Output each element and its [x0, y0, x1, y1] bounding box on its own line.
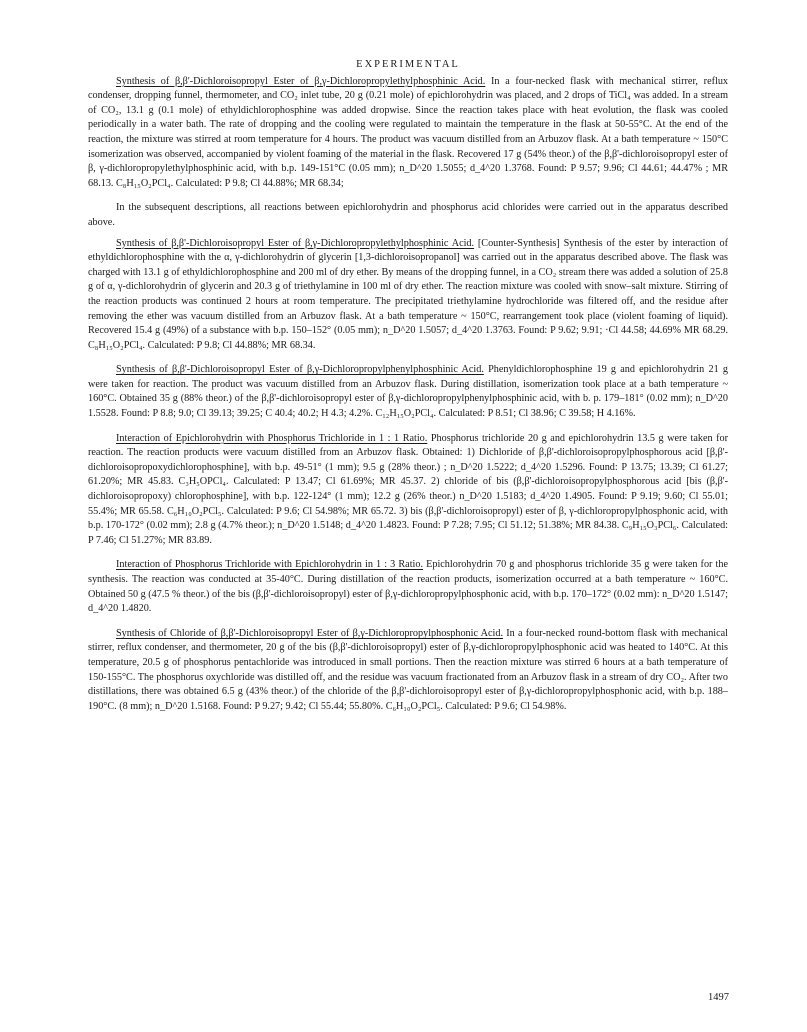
paragraph-6 — [88, 558, 728, 616]
paragraph-4-body: Phenyldichlorophosphine 19 g and epichlorohydrin 21 g were taken for reaction. The product was vacuum distilled from an Arbuzov flask. During distillation, isomerization took place at a bath temperature ~ 160°C. Obtained 35 g (88% theor.) of the β,β'-dichloroisopropyl ester of β,γ-dichloropropylphenylphosphinic acid, with b. p. 179–181° (0.02 mm); n_D^20 1.5528. Found: P 8.8; 9.0; Cl 39.13; 39.25; C 40.4; 40.2; H 4.3; 4.2%. C₁₂H₁₅O₂PCl₄. Calculated: P 8.51; Cl 38.96; C 39.58; H 4.16%. — [88, 364, 728, 420]
paragraph-4-title: Synthesis of β,β'-Dichloroisopropyl Ester of β,γ-Dichloropropylphenylphosphinic Acid. — [116, 364, 484, 376]
paragraph-7-body: In a four-necked round-bottom flask with mechanical stirrer, reflux condenser, and thermometer, 20 g of the bis (β,β'-dichloroisopropyl) ester of β,γ-dichloropropylphosphonic acid was heated to 140°C. At this temperature, 20.5 g of phosphorus pentachloride was introduced in small portions. Then the reaction mixture was stirred 6 hours at a bath temperature of 150-155°C. The phosphorus oxychloride was distilled off, and the residue was vacuum fractionated from an Arbuzov flask in a stream of dry CO₂. After two distillations, there was obtained 6.5 g (43% theor.) of the chloride of the β,β'-dichloroisopropyl ester of β,γ-dichloropropylphosphonic acid, with b.p. 188–190°C. (8 mm); n_D^20 1.5168. Found: P 9.27; 9.42; Cl 55.44; 55.80%. C₆H₁₀O₂PCl₅. Calculated: P 9.6; Cl 54.98%. — [88, 627, 728, 712]
paragraph-2-body: In the subsequent descriptions, all reactions between epichlorohydrin and phosphorus acid chlorides were carried out in the apparatus described above. — [88, 202, 728, 228]
document-page — [88, 58, 728, 724]
paragraph-3 — [88, 237, 728, 354]
paragraph-5-title: Interaction of Epichlorohydrin with Phosphorus Trichloride in 1 : 1 Ratio. — [116, 432, 428, 444]
paragraph-5-body: Phosphorus trichloride 20 g and epichlorohydrin 13.5 g were taken for reaction. The reaction products were vacuum distilled from an Arbuzov flask. Obtained: 1) Dichloride of β,β'-dichloroisopropylphosphorous acid [β,β'-dichloroisopropoxydichlorophosphine], with b.p. 49-51° (1 mm); 9.5 g (28% theor.) ; n_D^20 1.5222; d_4^20 1.5296. Found: P 13.75; 13.39; Cl 61.27; 61.20%; MR 45.83. C₃H₅OPCl₄. Calculated: P 13.47; Cl 61.69%; MR 45.37. 2) chloride of bis (β,β'-dichloroisopropylphosphorous acid [bis (β,β'-dichloroisopropoxy) chlorophosphine], with b.p. 122-124° (1 mm); 12.2 g (26% theor.) n_D^20 1.5183; d_4^20 1.4905. Found: P 9.19; 9.60; Cl 55.01; 55.4%; MR 65.58. C₆H₁₀O₂PCl₅. Calculated: P 9.6; Cl 54.98%; MR 65.72. 3) bis (β,β'-dichloroisopropyl) ester of β, γ-dichloropropylphosphonic acid, with b.p. 170-172° (0.02 mm); 2.8 g (4.7% theor.); n_D^20 1.5148; d_4^20 1.4823. Found: P 7.28; 7.95; Cl 51.12; 51.38%; MR 84.38. C₉H₁₅O₃PCl₆. Calculated: P 7.46; Cl 51.27%; MR 83.89. — [88, 432, 728, 546]
paragraph-6-body: Epichlorohydrin 70 g and phosphorus trichloride 35 g were taken for the synthesis. The reaction was conducted at 35-40°C. During distillation of the reaction products, isomerization occurred at a bath temperature ~ 160°C. Obtained 50 g (47.5 % theor.) of the bis (β,β'-dichloroisopropyl) ester of β,γ-dichloropropylphosphonic acid, with b.p. 170–172° (0.02 mm): n_D^20 1.5147; d_4^20 1.4820. — [88, 559, 728, 615]
paragraph-7-title: Synthesis of Chloride of β,β'-Dichloroisopropyl Ester of β,γ-Dichloropropylphosphonic Acid. — [116, 627, 504, 639]
paragraph-3-title: Synthesis of β,β'-Dichloroisopropyl Ester of β,γ-Dichloropropylethylphosphinic Acid. — [116, 237, 475, 249]
paragraph-2 — [88, 201, 728, 230]
paragraph-1-title: Synthesis of β,β'-Dichloroisopropyl Ester of β,γ-Dichloropropylethylphosphinic Acid. — [116, 75, 486, 87]
section-heading: EXPERIMENTAL — [356, 59, 460, 70]
paragraph-5 — [88, 432, 728, 549]
paragraph-1 — [88, 75, 728, 192]
paragraph-4 — [88, 363, 728, 421]
paragraph-7 — [88, 627, 728, 715]
paragraph-6-title: Interaction of Phosphorus Trichloride with Epichlorohydrin in 1 : 3 Ratio. — [116, 559, 424, 571]
paragraph-1-body: In a four-necked flask with mechanical stirrer, reflux condenser, dropping funnel, thermometer, and CO₂ inlet tube, 20 g (0.21 mole) of epichlorohydrin was placed, and 2 drops of TiCl₄ was added. In a stream of CO₂, 13.1 g (0.1 mole) of ethyldichlorophosphine was added dropwise. Since the reaction takes place with heat evolution, the flask was cooled periodically in a water bath. The rate of dropping and the cooling were regulated to maintain the temperature in the flask at 50-55°C. At the end of the reaction, the mixture was stirred at room temperature for 4 hours. The product was vacuum distilled from an Arbuzov flask. At a bath temperature ~ 150°C isomerization was observed, accompanied by violent foaming of the material in the flask. Recovered 17 g (54% theor.) of the β,β'-dichloroisopropyl ester of β, γ-dichloropropylethylphosphinic acid, with b.p. 149-151°C (0.05 mm); n_D^20 1.5055; d_4^20 1.3768. Found: P 9.57; 9.96; Cl 44.61; 44.47% ; MR 68.13. C₈H₁₅O₂PCl₄. Calculated: P 9.8; Cl 44.88%; MR 68.34; — [88, 75, 729, 189]
page-number: 1497 — [708, 992, 729, 1003]
paragraph-3-body: [Counter-Synthesis] Synthesis of the ester by interaction of ethyldichlorophosphine with the α, γ-dichlorohydrin of glycerin [1,3-dichloroisopropanol] was carried out in the apparatus described above. The flask was charged with 13.1 g of ethyldichlorophosphine and 200 ml of dry ether. By means of the dropping funnel, in a CO₂ stream there was added a solution of 25.8 g of α, γ-dichlorohydrin of glycerin and 20.3 g of triethylamine in 100 ml of dry ether. The reaction mixture was cooled with snow–salt mixture. Stirring of the reaction products was continued 2 hours at room temperature. The precipitated triethylamine hydrochloride was filtered off, and the residue after removing the ether was vacuum distilled from an Arbuzov flask. At a bath temperature ~ 150°C, rearrangement took place (violent foaming of liquid). Recovered 15.4 g (49%) of a substance with b.p. 150–152° (0.05 mm); n_D^20 1.5057; d_4^20 1.3763. Found: P 9.62; 9.91; ·Cl 44.58; 44.69% MR 68.29. C₈H₁₅O₂PCl₄. Calculated: P 9.8; Cl 44.88%; MR 68.34. — [88, 237, 729, 351]
